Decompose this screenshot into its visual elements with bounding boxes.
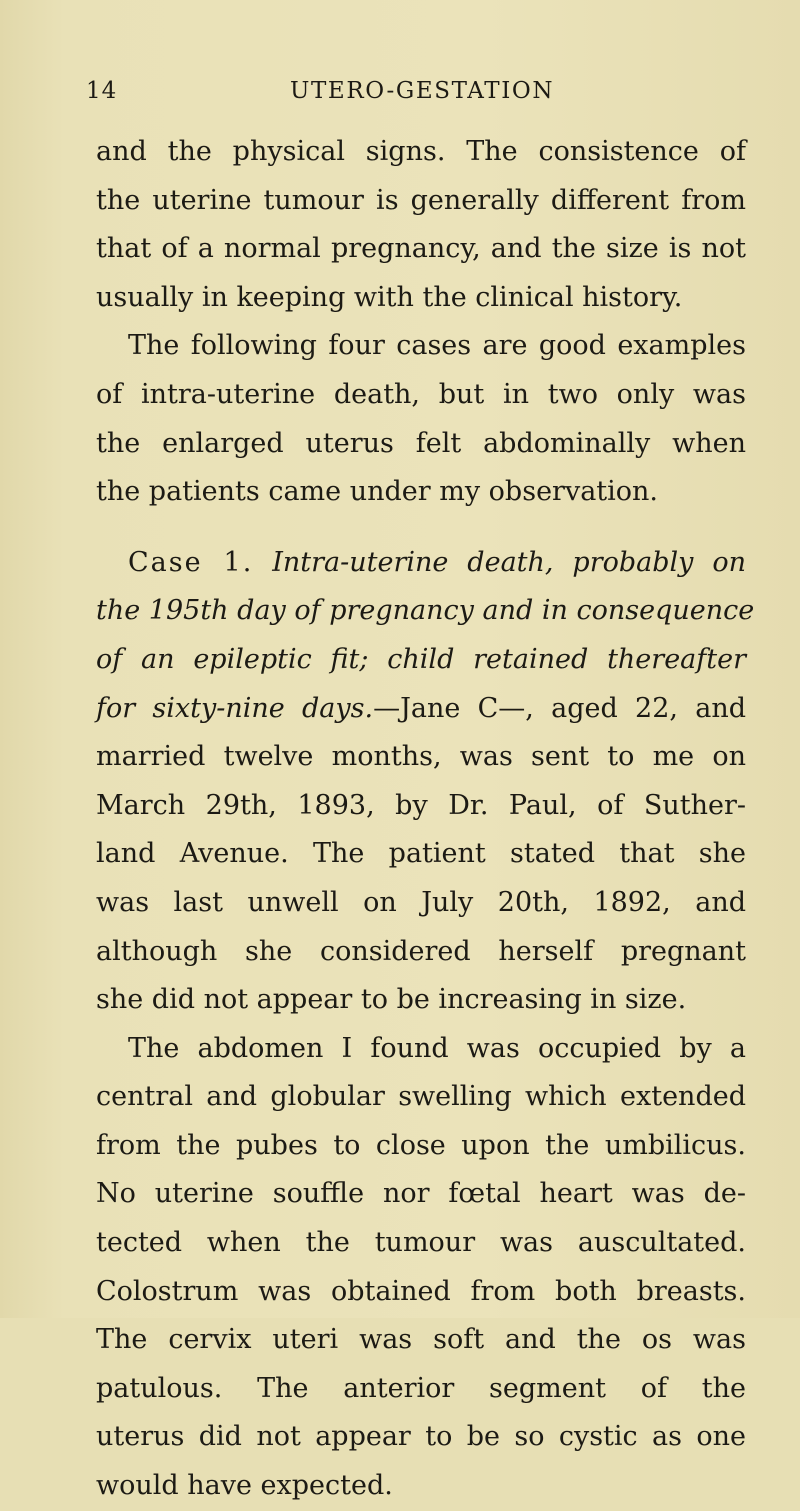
text-line: the patients came under my observation.: [96, 476, 659, 508]
text-line: the uterine tumour is generally different from: [96, 184, 746, 216]
text-line: usually in keeping with the clinical history.: [96, 281, 683, 313]
case-heading-italic: for sixty-nine days.: [96, 692, 374, 724]
text-line: central and globular swelling which extended: [96, 1081, 746, 1113]
text-line: The following four cases are good examples: [128, 330, 746, 362]
case-heading-line: [96, 539, 746, 588]
text-line: tected when the tumour was auscultated.: [96, 1227, 746, 1259]
text-line: would have expected.: [96, 1470, 393, 1502]
text-line: that of a normal pregnancy, and the size is not: [96, 233, 746, 265]
body-text: [96, 128, 755, 1511]
case-heading-line: [96, 636, 746, 685]
text-line: from the pubes to close upon the umbilicus.: [96, 1129, 746, 1161]
text-line: No uterine souffle nor fœtal heart was de-: [96, 1178, 746, 1210]
case-heading-italic: of an epileptic fit; child retained thereafter: [96, 643, 746, 675]
text-line: March 29th, 1893, by Dr. Paul, of Suther-: [96, 789, 746, 821]
text-line: was last unwell on July 20th, 1892, and: [96, 886, 746, 918]
page-number: 14: [86, 78, 118, 104]
text-line: and the physical signs. The consistence of: [96, 136, 746, 167]
case-heading-line: [96, 685, 746, 734]
text-line: of intra-uterine death, but in two only was: [96, 378, 746, 410]
text-line: uterus did not appear to be so cystic as one: [96, 1421, 746, 1453]
text-line: patulous. The anterior segment of the: [96, 1372, 746, 1404]
running-title: UTERO-GESTATION: [290, 78, 555, 104]
case-body-start: —Jane C—, aged 22, and: [373, 692, 747, 724]
text-line: land Avenue. The patient stated that she: [96, 838, 746, 870]
paragraph-gap: [96, 517, 746, 539]
text-line: Colostrum was obtained from both breasts.: [96, 1275, 746, 1307]
text-line: The cervix uteri was soft and the os was: [96, 1324, 746, 1356]
text-line: married twelve months, was sent to me on: [96, 741, 746, 773]
case-label: Case 1.: [128, 546, 254, 578]
running-head: [86, 78, 756, 112]
text-line: The abdomen I found was occupied by a: [128, 1032, 746, 1064]
text-line: she did not appear to be increasing in size.: [96, 984, 687, 1016]
text-line: the enlarged uterus felt abdominally when: [96, 427, 746, 459]
case-heading-italic: the 195th day of pregnancy and in consequence: [96, 595, 755, 627]
case-heading-italic: Intra-uterine death, probably on: [272, 546, 746, 578]
text-line: although she considered herself pregnant: [96, 935, 746, 967]
case-heading-line: [96, 587, 755, 636]
